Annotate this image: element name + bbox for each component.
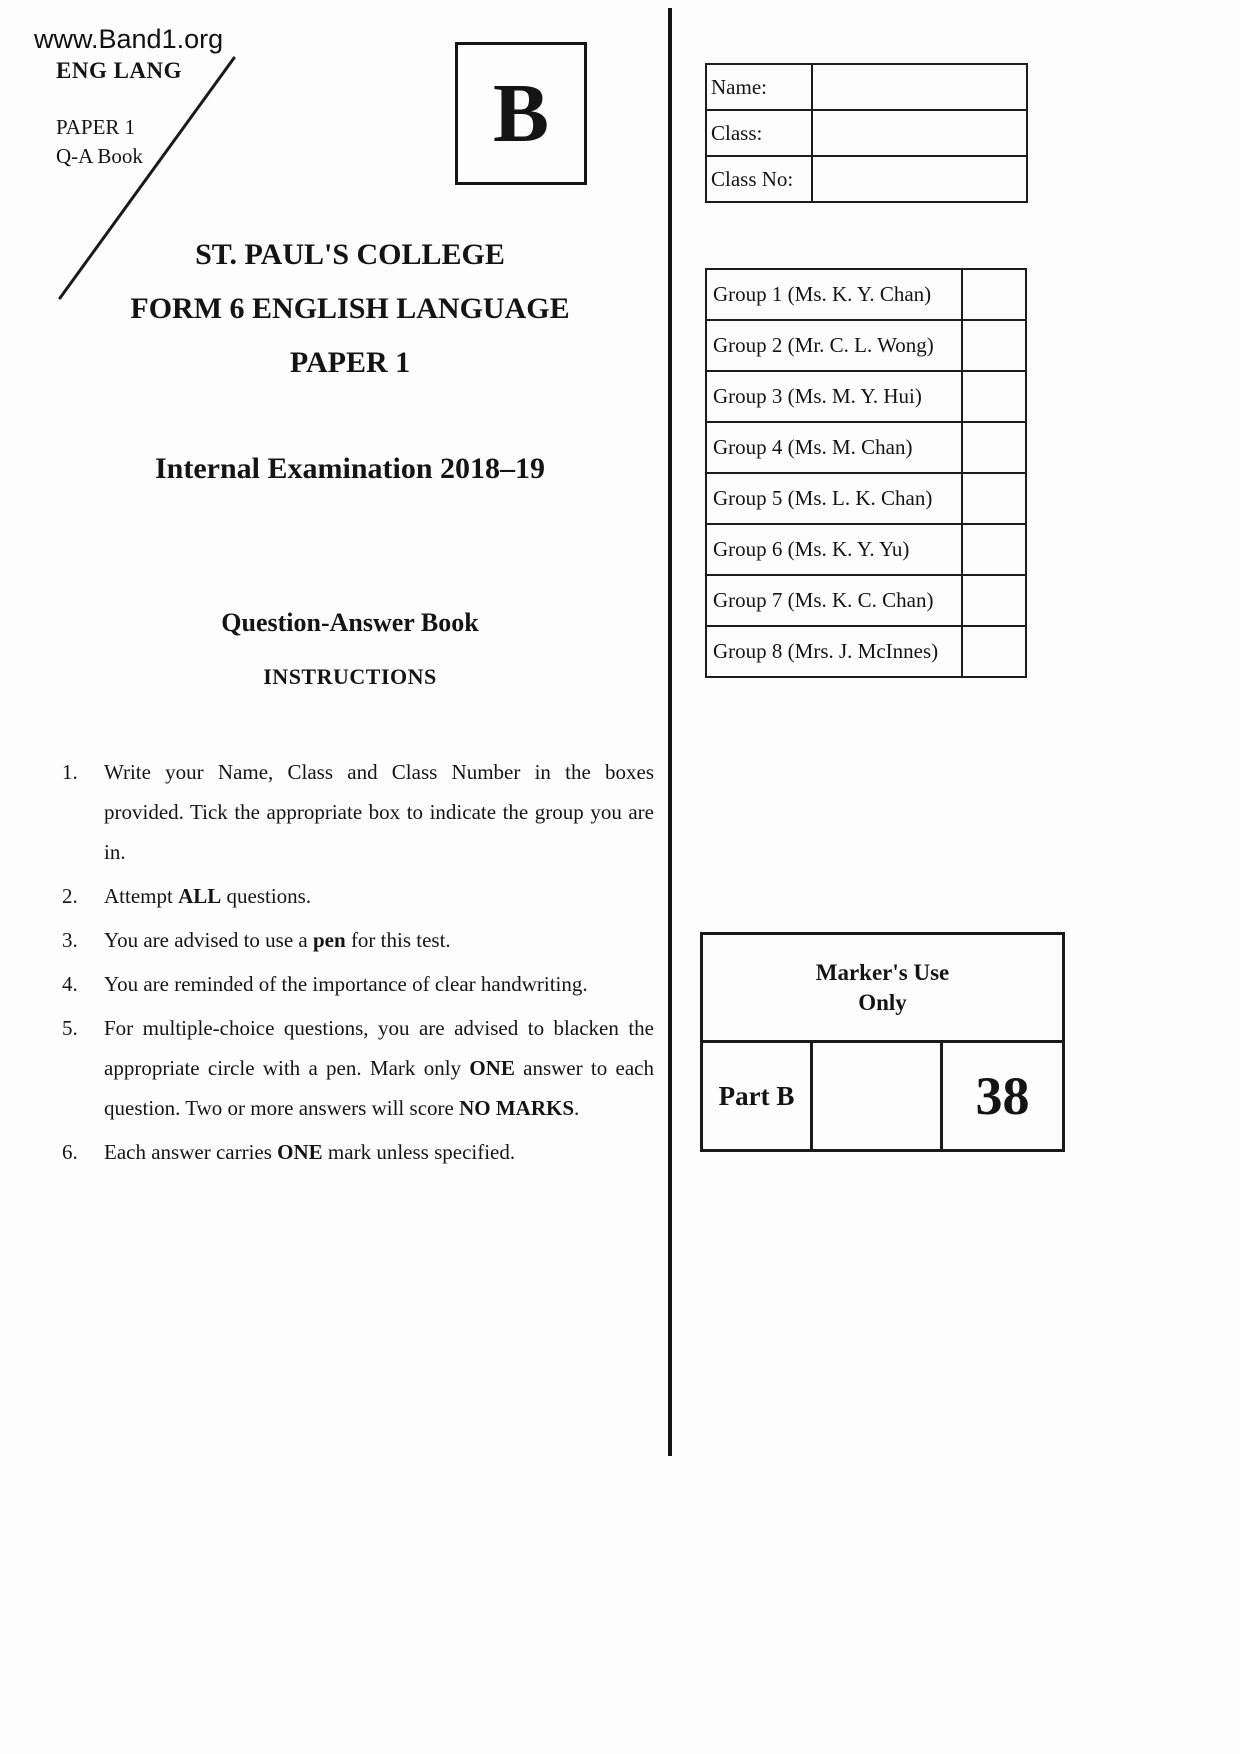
group-label: Group 7 (Ms. K. C. Chan) <box>706 575 962 626</box>
group-tick-box[interactable] <box>962 269 1026 320</box>
instruction-text <box>104 752 654 872</box>
text-segment: mark unless specified. <box>322 1140 516 1164</box>
student-class-row <box>706 110 1027 156</box>
text-segment: You are advised to use a <box>104 928 313 952</box>
text-segment: answer to each question. Two or more answers will score <box>104 1056 654 1120</box>
text-segment-bold: pen <box>313 928 346 952</box>
class-no-input-box[interactable] <box>812 156 1027 202</box>
instruction-item-3 <box>62 920 654 960</box>
text-segment: Write your Name, Class and Class Number in the boxes provided. Tick the appropriate box to indicate the group you are in. <box>104 760 654 864</box>
instruction-number: 2. <box>62 884 78 908</box>
instruction-number: 4. <box>62 972 78 996</box>
exam-title: Internal Examination 2018–19 <box>154 452 546 485</box>
watermark-url: www.Band1.org <box>34 24 224 54</box>
group-tick-box[interactable] <box>962 524 1026 575</box>
instruction-number: 3. <box>62 928 78 952</box>
part-b-label: Part B <box>703 1043 813 1149</box>
instruction-number: 1. <box>62 760 78 784</box>
group-row <box>706 575 1026 626</box>
class-input-box[interactable] <box>812 110 1027 156</box>
text-segment-bold: NO MARKS <box>459 1096 574 1120</box>
group-row <box>706 371 1026 422</box>
text-segment-bold: ONE <box>277 1140 323 1164</box>
instruction-item-2 <box>62 876 654 916</box>
text-segment: . <box>574 1096 580 1120</box>
instruction-text <box>104 964 654 1004</box>
instruction-item-5 <box>62 1008 654 1128</box>
vertical-divider <box>668 8 672 1456</box>
marker-title: Marker's Use Only <box>815 959 950 1015</box>
instructions-list <box>62 752 654 1176</box>
group-label: Group 3 (Ms. M. Y. Hui) <box>706 371 962 422</box>
instruction-number: 6. <box>62 1140 78 1164</box>
group-tick-box[interactable] <box>962 626 1026 677</box>
school-title: ST. PAUL'S COLLEGE <box>195 238 505 271</box>
book-type-title: Question-Answer Book <box>221 608 479 637</box>
group-row <box>706 626 1026 677</box>
group-label: Group 8 (Mrs. J. McInnes) <box>706 626 962 677</box>
student-name-row <box>706 64 1027 110</box>
text-segment: For multiple-choice questions, you are advised to blacken the appropriate circle with a pen. Mark only <box>104 1016 654 1080</box>
version-box <box>455 42 587 185</box>
group-tick-box[interactable] <box>962 320 1026 371</box>
group-label: Group 6 (Ms. K. Y. Yu) <box>706 524 962 575</box>
marker-title-cell <box>703 935 1062 1040</box>
group-tick-box[interactable] <box>962 473 1026 524</box>
paper-title: PAPER 1 <box>289 346 411 379</box>
marker-score-entry-cell[interactable] <box>813 1043 943 1149</box>
group-tick-box[interactable] <box>962 575 1026 626</box>
part-b-max-score: 38 <box>975 1066 1030 1126</box>
corner-subject-label: ENG LANG <box>56 58 183 83</box>
name-input-box[interactable] <box>812 64 1027 110</box>
corner-paper-label: PAPER 1 <box>56 115 136 139</box>
name-label: Name: <box>706 64 812 110</box>
student-info-table <box>705 63 1028 203</box>
text-segment: questions. <box>221 884 312 908</box>
group-tick-box[interactable] <box>962 371 1026 422</box>
instruction-text <box>104 920 654 960</box>
group-row <box>706 269 1026 320</box>
text-segment: You are reminded of the importance of clear handwriting. <box>104 972 588 996</box>
class-no-label: Class No: <box>706 156 812 202</box>
group-label: Group 1 (Ms. K. Y. Chan) <box>706 269 962 320</box>
group-row <box>706 320 1026 371</box>
text-segment-bold: ALL <box>178 884 222 908</box>
text-segment: for this test. <box>345 928 451 952</box>
instruction-text <box>104 876 654 916</box>
corner-book-label: Q-A Book <box>56 144 143 168</box>
instruction-item-6 <box>62 1132 654 1172</box>
text-segment: Attempt <box>104 884 179 908</box>
group-row <box>706 473 1026 524</box>
text-segment-bold: ONE <box>469 1056 515 1080</box>
instruction-number: 5. <box>62 1016 78 1040</box>
group-label: Group 2 (Mr. C. L. Wong) <box>706 320 962 371</box>
course-title: FORM 6 ENGLISH LANGUAGE <box>130 292 570 325</box>
instructions-heading: INSTRUCTIONS <box>263 664 437 689</box>
instruction-item-4 <box>62 964 654 1004</box>
group-label: Group 4 (Ms. M. Chan) <box>706 422 962 473</box>
group-row <box>706 524 1026 575</box>
group-selection-table <box>705 268 1027 678</box>
group-label: Group 5 (Ms. L. K. Chan) <box>706 473 962 524</box>
markers-use-only-box <box>700 932 1065 1152</box>
group-row <box>706 422 1026 473</box>
student-classno-row <box>706 156 1027 202</box>
version-letter: B <box>492 66 550 160</box>
marker-score-row <box>703 1040 1062 1149</box>
group-tick-box[interactable] <box>962 422 1026 473</box>
instruction-text <box>104 1008 654 1128</box>
text-segment: Each answer carries <box>104 1140 278 1164</box>
instruction-item-1 <box>62 752 654 872</box>
instruction-text <box>104 1132 654 1172</box>
class-label: Class: <box>706 110 812 156</box>
